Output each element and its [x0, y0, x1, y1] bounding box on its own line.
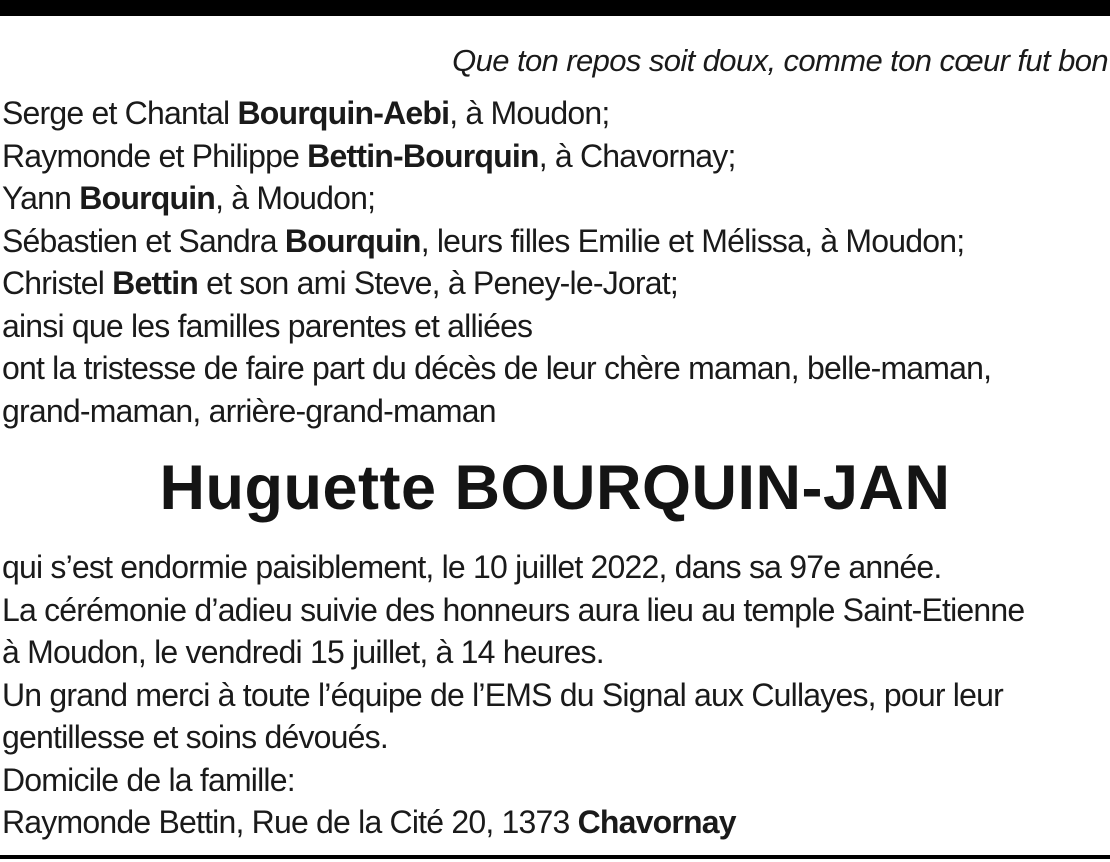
family-surname: Bourquin-Aebi [237, 95, 450, 131]
family-line: Serge et Chantal Bourquin-Aebi, à Moudon; [2, 95, 610, 131]
detail-line: Un grand merci à toute l’équipe de l’EMS du Signal aux Cullayes, pour leur [2, 676, 1003, 713]
ceremony-details [2, 546, 1108, 844]
epigraph: Que ton repos soit doux, comme ton cœur fut bon [452, 43, 1108, 78]
address-town: Chavornay [577, 804, 736, 840]
detail-line: qui s’est endormie paisiblement, le 10 juillet 2022, dans sa 97e année. [2, 549, 942, 585]
detail-line: à Moudon, le vendredi 15 juillet, à 14 heures. [2, 634, 604, 670]
family-surname: Bettin-Bourquin [307, 137, 539, 174]
family-line: Sébastien et Sandra Bourquin, leurs filles Emilie et Mélissa, à Moudon; [2, 222, 965, 259]
family-address: Raymonde Bettin, Rue de la Cité 20, 1373 Chavornay [2, 804, 736, 840]
domicile-label: Domicile de la famille: [2, 761, 295, 798]
family-surname: Bettin [112, 265, 199, 301]
top-border-rule [0, 0, 1110, 16]
bottom-border-rule [0, 855, 1110, 859]
announcement-line: grand-maman, arrière-grand-maman [2, 392, 496, 429]
family-surname: Bourquin [284, 222, 421, 259]
family-surname: Bourquin [79, 180, 216, 216]
family-line: Christel Bettin et son ami Steve, à Peney-le-Jorat; [2, 265, 678, 301]
announcement-line: ont la tristesse de faire part du décès de leur chère maman, belle-maman, [2, 350, 992, 386]
family-announcement [2, 92, 1108, 432]
announcement-line: ainsi que les familles parentes et alliées [2, 307, 533, 344]
detail-line: gentillesse et soins dévoués. [2, 719, 388, 755]
detail-line: La cérémonie d’adieu suivie des honneurs aura lieu au temple Saint-Etienne [2, 591, 1025, 628]
family-line: Raymonde et Philippe Bettin-Bourquin, à Chavornay; [2, 137, 736, 174]
family-line: Yann Bourquin, à Moudon; [2, 180, 376, 216]
deceased-name: Huguette BOURQUIN-JAN [159, 453, 951, 523]
